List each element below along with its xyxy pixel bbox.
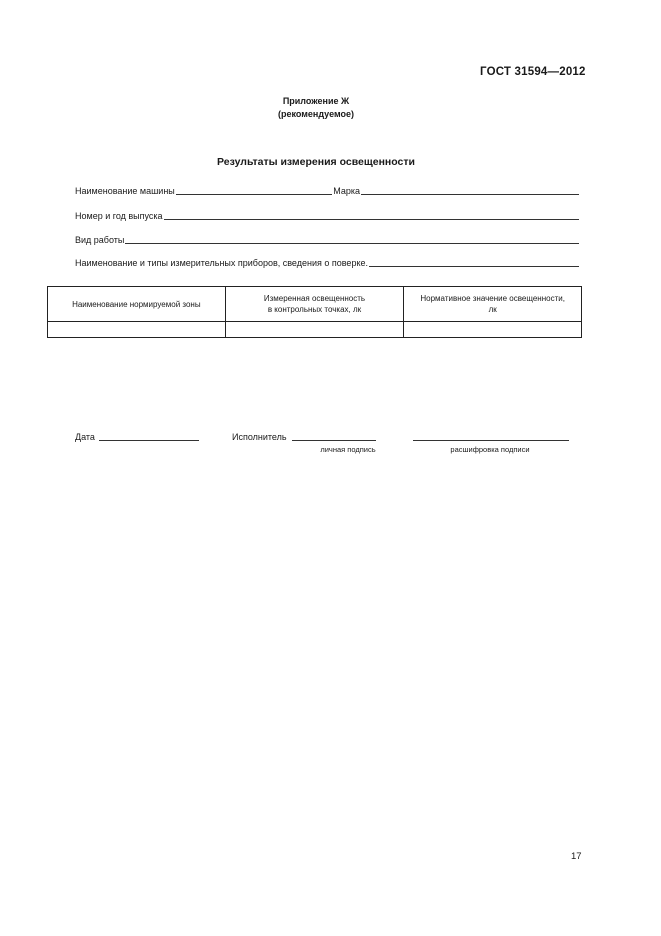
- date-field[interactable]: [99, 431, 199, 441]
- machine-name-label: Наименование машины: [75, 186, 175, 196]
- table-row: [48, 322, 582, 338]
- zone-name-header: Наименование нормируемой зоны: [48, 287, 226, 322]
- brand-field[interactable]: [361, 185, 579, 195]
- date-line: [75, 431, 200, 442]
- work-type-field[interactable]: [125, 234, 579, 244]
- instruments-label: Наименование и типы измерительных приборов, сведения о поверке.: [75, 258, 368, 268]
- page-number: 17: [571, 851, 582, 862]
- measured-illuminance-header: Измеренная освещенность в контрольных точках, лк: [225, 287, 404, 322]
- appendix-label: Приложение Ж: [282, 96, 350, 106]
- decoding-caption: расшифровка подписи: [450, 445, 530, 454]
- machine-name-line: [75, 185, 580, 196]
- signature-decoding-field[interactable]: [413, 431, 569, 441]
- decoding-line: [412, 431, 570, 442]
- serial-year-field[interactable]: [164, 210, 579, 220]
- signature-caption: личная подпись: [320, 445, 376, 454]
- measured-illuminance-cell[interactable]: [225, 322, 404, 338]
- form-title: Результаты измерения освещенности: [217, 156, 415, 168]
- appendix-type: (рекомендуемое): [278, 109, 354, 119]
- normative-illuminance-header: Нормативное значение освещенности, лк: [404, 287, 582, 322]
- standard-code: ГОСТ 31594—2012: [480, 66, 586, 78]
- normative-illuminance-cell[interactable]: [404, 322, 582, 338]
- signature-field[interactable]: [292, 431, 376, 441]
- zone-name-cell[interactable]: [48, 322, 226, 338]
- table-header-row: [48, 287, 582, 322]
- instruments-line: [75, 257, 580, 268]
- executor-line: [232, 431, 377, 442]
- work-type-line: [75, 234, 580, 245]
- serial-year-line: [75, 210, 580, 221]
- brand-label: Марка: [333, 186, 360, 196]
- machine-name-field[interactable]: [176, 185, 332, 195]
- executor-label: Исполнитель: [232, 432, 287, 442]
- work-type-label: Вид работы: [75, 235, 125, 245]
- date-label: Дата: [75, 432, 95, 442]
- serial-year-label: Номер и год выпуска: [75, 211, 163, 221]
- instruments-field[interactable]: [369, 257, 579, 267]
- results-table: [47, 286, 582, 338]
